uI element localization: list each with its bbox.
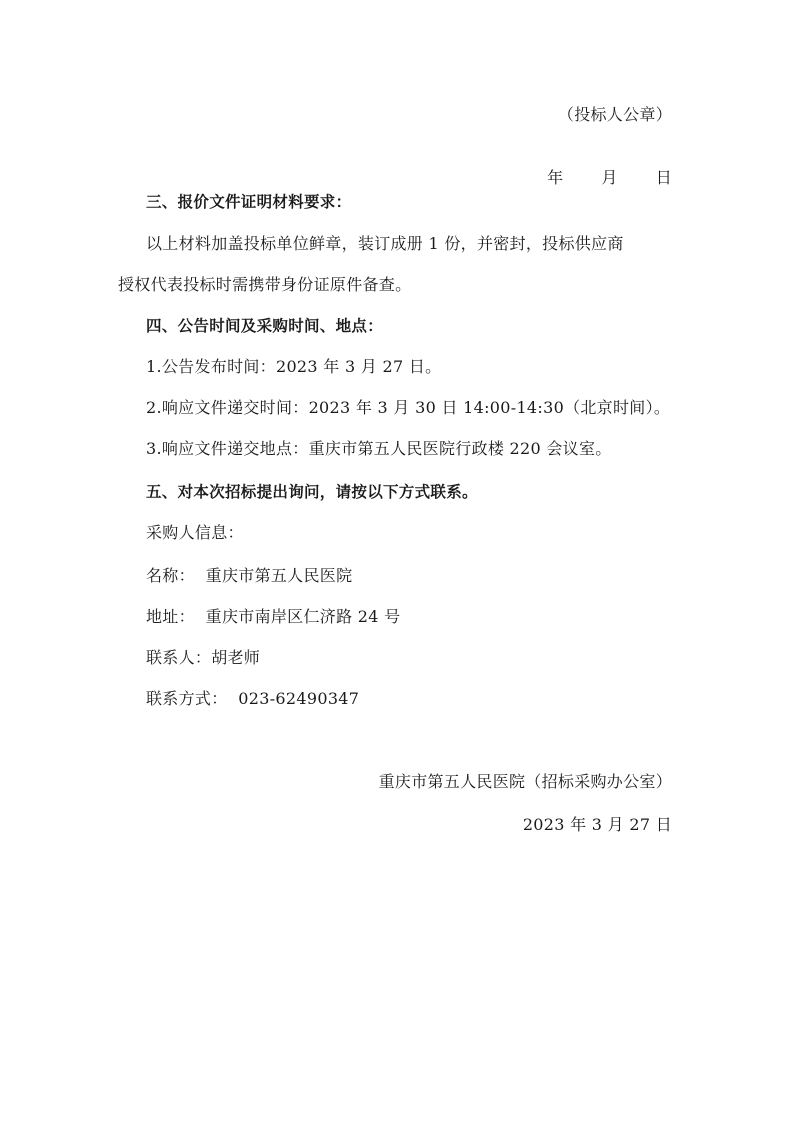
section4-heading: 四、公告时间及采购时间、地点： xyxy=(146,317,384,335)
day-label: 日 xyxy=(655,168,672,187)
year-label: 年 xyxy=(547,168,564,187)
stamp-line: （投标人公章） xyxy=(557,105,672,124)
purchaser-info-label: 采购人信息： xyxy=(146,523,244,542)
purchaser-address: 地址： 重庆市南岸区仁济路 24 号 xyxy=(146,607,401,626)
signature-date: 2023 年 3 月 27 日 xyxy=(522,815,672,834)
month-label: 月 xyxy=(601,168,618,187)
submission-location: 3.响应文件递交地点：重庆市第五人民医院行政楼 220 会议室。 xyxy=(146,439,612,458)
date-placeholder xyxy=(536,148,672,188)
section3-paragraph-line2: 授权代表投标时需携带身份证原件备查。 xyxy=(118,275,412,294)
submission-time: 2.响应文件递交时间：2023 年 3 月 30 日 14:00-14:30（北京时间）。 xyxy=(146,398,671,417)
contact-phone: 联系方式： 023-62490347 xyxy=(146,689,360,708)
contact-person: 联系人：胡老师 xyxy=(146,648,261,667)
purchaser-name: 名称： 重庆市第五人民医院 xyxy=(146,566,353,585)
signature-org: 重庆市第五人民医院（招标采购办公室） xyxy=(378,772,672,791)
section5-heading: 五、对本次招标提出询问，请按以下方式联系。 xyxy=(146,483,478,501)
announcement-time: 1.公告发布时间：2023 年 3 月 27 日。 xyxy=(146,357,442,376)
section3-paragraph-line1: 以上材料加盖投标单位鲜章，装订成册 1 份，并密封，投标供应商 xyxy=(146,234,624,253)
section3-heading: 三、报价文件证明材料要求： xyxy=(146,193,352,211)
